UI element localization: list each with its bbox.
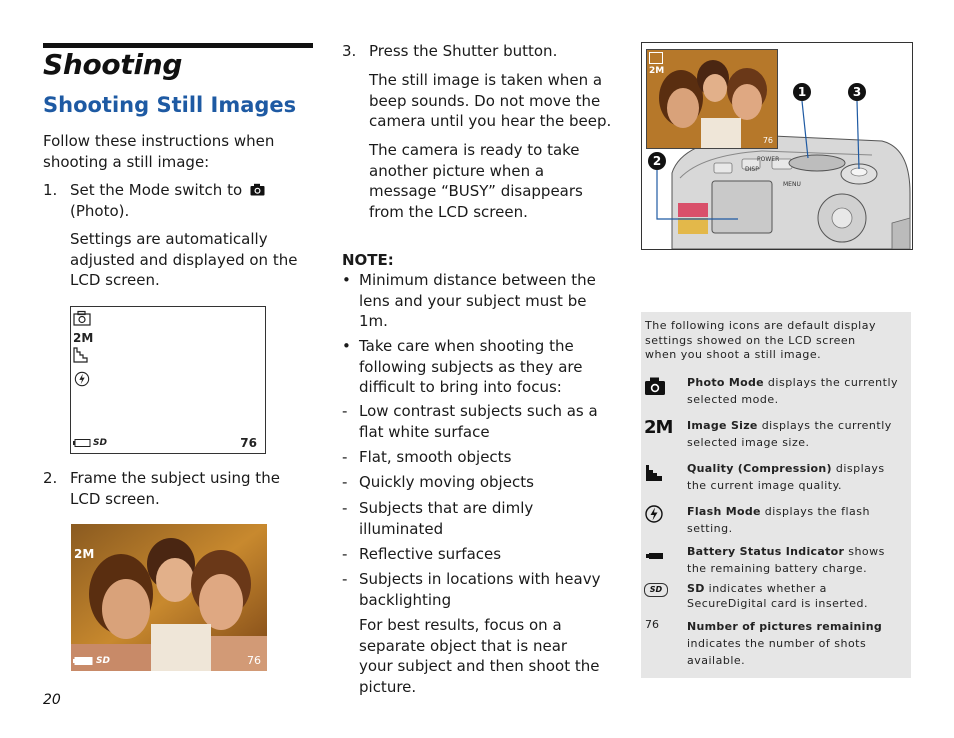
lcd-photo-preview xyxy=(71,524,267,671)
photo-size-label: 2M xyxy=(74,547,95,561)
camera-icon xyxy=(250,183,265,196)
note-bullet-2: Take care when shooting the following subjects as they are difficult to bring into focus: xyxy=(359,337,583,396)
dash-marker: - xyxy=(342,570,348,588)
battery-icon xyxy=(73,657,93,665)
step-1-label: Set the Mode switch to xyxy=(70,181,243,199)
menu-button-label: MENU xyxy=(783,181,801,188)
callout-3-badge: 3 xyxy=(848,83,866,101)
note-final-tip: For best results, focus on a separate object that is near your subject and then shoot the picture. xyxy=(359,616,600,696)
step-3-text: Press the Shutter button. xyxy=(369,42,558,60)
step-1-text xyxy=(70,180,310,221)
step-3-number: 3. xyxy=(342,42,357,60)
note-dash-1: Low contrast subjects such as a flat white surface xyxy=(359,402,598,441)
legend-description: shows the remaining battery charge. xyxy=(687,545,885,575)
dash-marker: - xyxy=(342,545,348,563)
bullet-marker: • xyxy=(342,271,351,289)
step-3-paragraph-1: The still image is taken when a beep sounds. Do not move the camera until you hear the beep. xyxy=(369,71,612,130)
camera-lcd-inset-photo xyxy=(646,49,778,149)
icon-legend-panel xyxy=(641,312,911,678)
sd-card-icon: SD xyxy=(96,656,110,666)
lcd-screen-preview xyxy=(70,306,266,454)
note-heading: NOTE: xyxy=(342,251,394,269)
photo-shots-remaining: 76 xyxy=(247,654,261,667)
intro-text: Follow these instructions when shooting a still image: xyxy=(43,132,275,171)
legend-description: displays the current image quality. xyxy=(687,462,885,492)
bullet-marker: • xyxy=(342,337,351,355)
battery-icon xyxy=(644,547,668,567)
note-dash-4: Subjects that are dimly illuminated xyxy=(359,499,534,538)
inset-shots-remaining: 76 xyxy=(762,136,773,145)
page-title: Shooting xyxy=(43,48,183,81)
dash-marker: - xyxy=(342,499,348,517)
note-dash-2: Flat, smooth objects xyxy=(359,448,512,466)
note-bullet-1: Minimum distance between the lens and your subject must be 1m. xyxy=(359,271,596,330)
legend-bold-label: Image Size xyxy=(687,419,758,432)
legend-description: displays the currently selected image size. xyxy=(687,419,892,449)
step-1-number: 1. xyxy=(43,181,58,199)
legend-bold-label: Flash Mode xyxy=(687,505,761,518)
lcd-shots-remaining: 76 xyxy=(240,436,257,450)
step-2-text: Frame the subject using the LCD screen. xyxy=(70,469,280,508)
legend-bold-label: Photo Mode xyxy=(687,376,764,389)
legend-bold-label: SD xyxy=(687,582,705,595)
sd-card-icon: SD xyxy=(93,438,107,448)
note-dash-3: Quickly moving objects xyxy=(359,473,534,491)
legend-bold-label: Battery Status Indicator xyxy=(687,545,845,558)
lcd-size-label: 2M xyxy=(73,331,94,345)
dash-marker: - xyxy=(342,402,348,420)
legend-description: displays the currently selected mode. xyxy=(687,376,899,406)
shots-count-icon: 76 xyxy=(645,618,659,631)
legend-description: displays the flash setting. xyxy=(687,505,870,535)
family-photo-image xyxy=(647,50,777,148)
camera-diagram xyxy=(641,42,913,250)
legend-bold-label: Quality (Compression) xyxy=(687,462,832,475)
quality-staircase-icon xyxy=(73,347,91,363)
callout-1-badge: 1 xyxy=(793,83,811,101)
camera-outline-icon xyxy=(649,52,663,64)
2m-icon: 2M xyxy=(644,417,673,438)
quality-staircase-icon xyxy=(644,463,668,483)
inset-size-label: 2M xyxy=(649,66,665,76)
sd-card-icon: SD xyxy=(644,583,668,597)
step-2-number: 2. xyxy=(43,469,58,487)
legend-description: indicates whether a SecureDigital card is inserted. xyxy=(687,582,868,610)
page-number: 20 xyxy=(43,692,61,708)
step-1-suffix: (Photo). xyxy=(70,201,130,220)
step-1-detail: Settings are automatically adjusted and displayed on the LCD screen. xyxy=(70,230,298,289)
camera-icon xyxy=(644,376,668,396)
power-button-label: POWER xyxy=(757,156,780,163)
step-3-paragraph-2: The camera is ready to take another picture when a message “BUSY” disappears from the LCD screen. xyxy=(369,141,583,221)
flash-icon xyxy=(73,371,91,387)
battery-icon xyxy=(73,439,91,447)
dash-marker: - xyxy=(342,473,348,491)
camera-outline-icon xyxy=(73,310,91,326)
legend-description: indicates the number of shots available. xyxy=(687,637,867,667)
family-photo-image xyxy=(71,524,267,671)
callout-2-badge: 2 xyxy=(648,152,666,170)
legend-intro: The following icons are default display settings showed on the LCD screen when you shoot a still image. xyxy=(645,319,876,362)
flash-icon xyxy=(644,504,668,524)
note-dash-6: Subjects in locations with heavy backlighting xyxy=(359,570,601,609)
dash-marker: - xyxy=(342,448,348,466)
note-dash-5: Reflective surfaces xyxy=(359,545,502,563)
legend-bold-label: Number of pictures remaining xyxy=(687,620,883,633)
disp-button-label: DISP xyxy=(745,166,759,173)
section-heading: Shooting Still Images xyxy=(43,93,297,117)
